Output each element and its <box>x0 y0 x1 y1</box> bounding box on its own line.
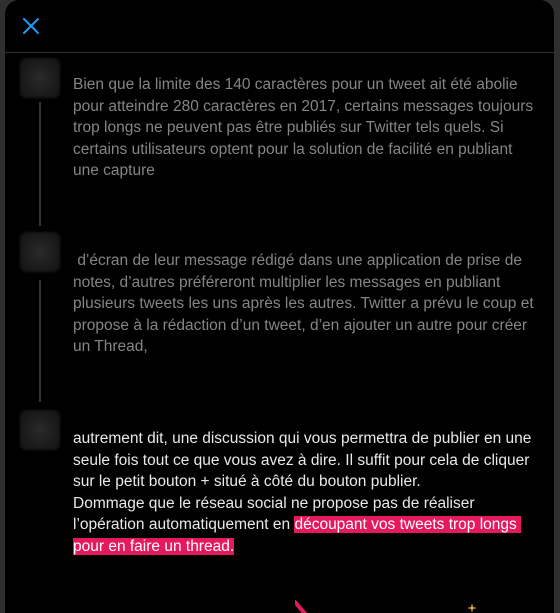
thread-tweet-1-text[interactable]: Bien que la limite des 140 caractères pour un tweet ait été abolie pour atteindre 280 caractères en 2017, certains messages toujours trop longs ne peuvent pas être publiés sur Twitter tels quels. Si certains utilisateurs optent pour la solution de facilité en publiant une capture <box>73 76 538 179</box>
avatar[interactable] <box>20 410 60 450</box>
close-button[interactable] <box>17 12 45 40</box>
avatar[interactable] <box>20 58 60 98</box>
arrow-annotation-icon <box>295 600 309 613</box>
avatar[interactable] <box>20 232 60 272</box>
spark-icon <box>467 603 477 613</box>
thread-connector <box>39 280 41 402</box>
thread-tweet-2-text[interactable]: d’écran de leur message rédigé dans une application de prise de notes, d’autres préféreront multiplier les messages en publiant plusieurs tweets les uns après les autres. Twitter a prévu le coup et propose à la rédaction d’un tweet, d’en ajouter un autre pour créer un Thread, <box>73 252 538 355</box>
thread-tweet-3-text[interactable] <box>73 428 535 557</box>
modal-header <box>5 0 554 53</box>
tweet-3-text-plain: autrement dit, une discussion qui vous permettra de publier en une seule fois tout ce que vous avez à dire. Il suffit pour cela de cliquer sur le petit bouton + situé à côté du bouton publier. Dommage que le réseau social ne propose pas de réaliser l’opération automatiquement en <box>73 430 532 533</box>
thread-composer-modal <box>5 0 554 613</box>
thread-connector <box>39 102 41 226</box>
close-icon <box>22 17 40 35</box>
tweet-3-text-highlight: découpant vos tweets trop longs pour en faire un thread. <box>73 516 522 555</box>
